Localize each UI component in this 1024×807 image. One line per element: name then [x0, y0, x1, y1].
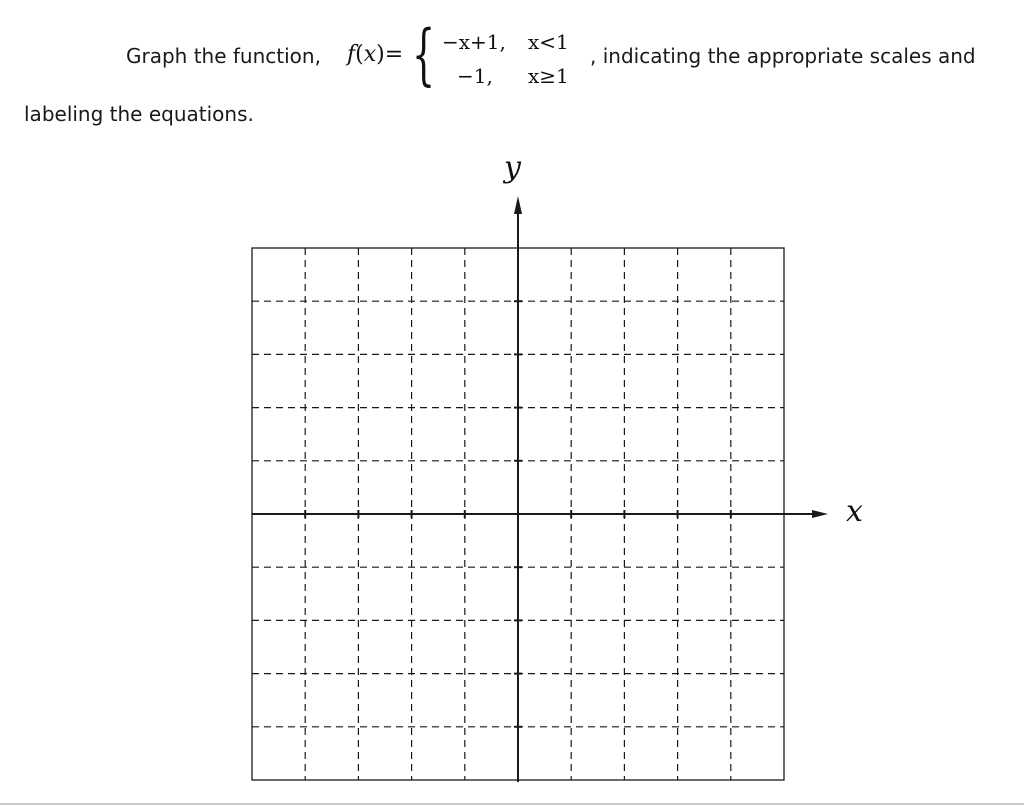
- prompt-second-line-text: labeling the equations.: [24, 102, 254, 126]
- function-equals-sign: =: [384, 42, 404, 67]
- x-axis-label: x: [846, 494, 863, 529]
- case-1-condition: x<1: [528, 30, 569, 54]
- function-variable: x: [363, 42, 377, 67]
- case-2-expression: −1,: [457, 64, 493, 88]
- x-axis-arrowhead: [812, 510, 828, 518]
- bottom-divider: [0, 803, 1024, 805]
- piecewise-brace: {: [412, 16, 436, 93]
- function-close-paren: ): [376, 42, 385, 67]
- y-axis-arrowhead: [514, 196, 522, 214]
- case-1-expression: −x+1,: [442, 30, 506, 54]
- prompt-intro-text: Graph the function,: [126, 44, 321, 68]
- y-axis-label: y: [504, 150, 521, 185]
- case-2-condition: x≥1: [528, 64, 569, 88]
- function-name: f: [347, 42, 356, 67]
- prompt-after-equation-text: , indicating the appropriate scales and: [590, 44, 976, 68]
- function-open-paren: (: [355, 42, 364, 67]
